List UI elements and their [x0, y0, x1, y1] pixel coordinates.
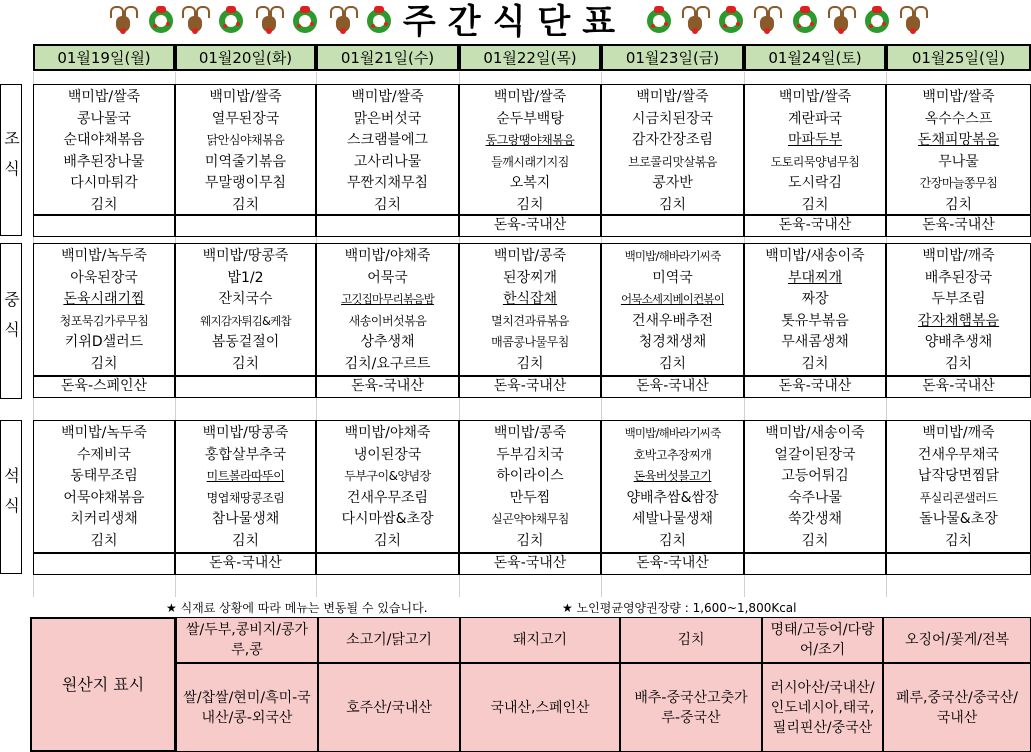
menu-item: 스크램블에그 — [346, 132, 429, 148]
menu-item: 부대찌개 — [787, 269, 843, 286]
menu-item: 김치 — [801, 196, 829, 213]
origin-note: 돈육-국내산 — [886, 215, 1031, 237]
menu-item: 미역줄기볶음 — [204, 153, 287, 170]
menu-cell — [886, 243, 1031, 376]
menu-item: 고깃집마무리볶음밥 — [341, 292, 434, 306]
gridline — [459, 575, 460, 597]
menu-item: 만두찜 — [509, 489, 551, 506]
reindeer-icon — [828, 6, 854, 36]
gridline — [744, 237, 745, 243]
meal-label-dinner: 석식 — [0, 420, 22, 574]
gridline — [316, 575, 317, 597]
menu-item: 김치 — [944, 532, 973, 549]
gridline — [316, 72, 317, 84]
menu-item: 도토리묵양념무침 — [770, 154, 860, 169]
menu-item: 새송이버섯볶음 — [348, 313, 427, 328]
menu-item: 백미밥/해바라기씨죽 — [624, 426, 721, 440]
menu-item: 김치 — [373, 196, 402, 213]
gridline — [601, 72, 602, 84]
gridline — [601, 237, 602, 243]
menu-item: 건새우무조림 — [346, 489, 429, 506]
menu-cell — [33, 243, 175, 376]
menu-item: 아욱된장국 — [70, 269, 138, 286]
footnote-menu-change: ★ 식재료 상황에 따라 메뉴는 변동될 수 있습니다. — [166, 601, 428, 615]
origin-note: 돈육-국내산 — [459, 376, 601, 398]
menu-item: 된장찌개 — [502, 269, 558, 286]
wreath-icon — [718, 6, 744, 36]
menu-item: 시금치된장국 — [631, 110, 714, 127]
menu-item: 한식잡채 — [502, 291, 558, 307]
menu-item: 백미밥/쌀죽 — [922, 89, 995, 105]
menu-item: 간장마늘쫑무침 — [919, 176, 998, 190]
menu-item: 잔치국수 — [218, 291, 273, 307]
origin-note: 돈육-국내산 — [744, 376, 886, 398]
menu-item: 미역국 — [652, 269, 693, 286]
menu-item: 건새우무채국 — [917, 446, 1000, 463]
origin-note — [33, 215, 175, 237]
day-header: 01월23일(금) — [601, 44, 744, 71]
menu-item: 실곤약야채무침 — [491, 512, 569, 526]
menu-item: 청경채생채 — [638, 334, 707, 350]
menu-item: 콩나물국 — [76, 110, 132, 127]
menu-item: 웨지감자튀김&케찹 — [200, 313, 291, 328]
gridline — [175, 575, 176, 597]
gridline — [459, 237, 460, 243]
menu-cell — [886, 84, 1031, 215]
origin-note — [175, 376, 316, 398]
menu-item: 숙주나물 — [787, 489, 843, 506]
menu-item: 매콤콩나물무침 — [491, 335, 569, 349]
menu-item: 오복지 — [509, 175, 551, 191]
menu-cell — [744, 84, 886, 215]
reindeer-icon — [900, 6, 926, 36]
menu-item: 톳유부볶음 — [781, 312, 849, 329]
menu-item: 김치 — [90, 532, 118, 549]
menu-item: 김치 — [373, 532, 402, 549]
menu-item: 백미밥/새송이죽 — [765, 248, 865, 264]
page-title: 주간식단표 — [402, 2, 628, 42]
menu-item: 백미밥/야채죽 — [344, 425, 431, 441]
menu-item: 김치 — [231, 196, 260, 213]
origin-note: 돈육-국내산 — [601, 376, 744, 398]
menu-item: 치커리생채 — [70, 511, 138, 527]
menu-item: 백미밥/새송이죽 — [765, 425, 865, 441]
menu-item: 건새우배추전 — [631, 312, 714, 329]
menu-cell — [459, 243, 601, 376]
menu-cell — [459, 84, 601, 215]
menu-item: 어묵야채볶음 — [63, 489, 145, 506]
menu-item: 열무된장국 — [211, 110, 280, 127]
menu-item: 김치 — [658, 196, 687, 213]
origin-country: 페루,중국산/중국산/국내산 — [883, 663, 1031, 752]
menu-item: 백미밥/콩죽 — [493, 248, 567, 264]
menu-item: 청포묵김가루무침 — [59, 313, 149, 328]
gridline — [175, 398, 176, 420]
menu-item: 미트볼라따뚜이 — [206, 469, 285, 483]
menu-item: 배추된장국 — [924, 269, 993, 286]
reindeer-icon — [256, 6, 282, 36]
origin-category: 소고기/닭고기 — [318, 617, 460, 663]
menu-item: 마파두부 — [787, 132, 843, 148]
menu-item: 순대야채볶음 — [63, 132, 145, 148]
origin-note: 돈육-국내산 — [601, 553, 744, 575]
wreath-icon — [646, 6, 672, 36]
menu-item: 다시마쌈&초장 — [341, 511, 434, 527]
gridline — [601, 575, 602, 597]
gridline — [33, 72, 34, 84]
menu-cell — [601, 420, 744, 553]
wreath-icon — [148, 6, 174, 36]
menu-item: 백미밥/쌀죽 — [351, 89, 424, 105]
origin-note: 돈육-스페인산 — [33, 376, 175, 398]
menu-cell — [316, 84, 459, 215]
gridline — [33, 398, 34, 420]
menu-item: 동그랑땡야채볶음 — [485, 133, 575, 147]
menu-item: 양배추쌈&쌈장 — [626, 489, 719, 506]
origin-note — [175, 215, 316, 237]
menu-item: 하이라이스 — [496, 468, 564, 484]
menu-cell — [601, 243, 744, 376]
origin-country: 호주산/국내산 — [318, 663, 460, 752]
gridline — [886, 575, 887, 597]
menu-item: 돌나물&초장 — [919, 511, 998, 527]
origin-note — [316, 215, 459, 237]
origin-note — [886, 553, 1031, 575]
menu-item: 백미밥/쌀죽 — [209, 89, 282, 105]
menu-item: 김치 — [658, 532, 687, 549]
reindeer-icon — [682, 6, 708, 36]
menu-cell — [175, 420, 316, 553]
gridline — [886, 237, 887, 243]
day-header: 01월21일(수) — [316, 44, 459, 71]
origin-category: 김치 — [620, 617, 762, 663]
wreath-icon — [292, 6, 318, 36]
menu-item: 명엽채땅콩조림 — [206, 490, 285, 505]
menu-item: 브로콜리맛살볶음 — [628, 154, 717, 169]
menu-item: 백미밥/해바라기씨죽 — [624, 249, 721, 263]
menu-item: 김치 — [90, 355, 118, 372]
origin-note — [744, 553, 886, 575]
origin-country: 배추-중국산고춧가루-중국산 — [620, 663, 762, 752]
menu-item: 냉이된장국 — [353, 446, 422, 463]
menu-item: 김치 — [90, 196, 118, 213]
menu-item: 옥수수스프 — [924, 110, 993, 127]
menu-item: 콩자반 — [652, 175, 693, 191]
footnote-nutrition: ★ 노인평균영양권장량 : 1,600~1,800Kcal — [562, 601, 797, 615]
origin-note: 돈육-국내산 — [316, 376, 459, 398]
menu-item: 밥1/2 — [227, 269, 264, 286]
origin-category: 돼지고기 — [460, 617, 620, 663]
menu-item: 무짠지채무침 — [346, 175, 429, 191]
menu-item: 감자채햄볶음 — [917, 312, 1000, 329]
gridline — [33, 237, 34, 243]
origin-note: 돈육-국내산 — [886, 376, 1031, 398]
menu-item: 돈채피망볶음 — [917, 132, 1000, 148]
meal-label-breakfast: 조식 — [0, 84, 22, 236]
menu-cell — [33, 84, 175, 215]
origin-country: 국내산,스페인산 — [460, 663, 620, 752]
day-header: 01월19일(월) — [33, 44, 175, 71]
menu-item: 무나물 — [938, 153, 979, 170]
menu-item: 호박고추장찌개 — [633, 447, 712, 462]
menu-item: 김치 — [231, 355, 260, 372]
menu-item: 두부김치국 — [496, 446, 564, 463]
menu-item: 백미밥/쌀죽 — [67, 89, 141, 105]
menu-item: 김치 — [658, 355, 687, 372]
origin-category: 명태/고등어/다랑어/조기 — [762, 617, 883, 663]
title-bar — [0, 0, 1031, 44]
menu-cell — [601, 84, 744, 215]
menu-item: 멸치견과류볶음 — [491, 313, 569, 328]
menu-item: 얼갈이된장국 — [774, 446, 856, 463]
menu-item: 키위D샐러드 — [64, 334, 144, 350]
origin-note: 돈육-국내산 — [175, 553, 316, 575]
menu-cell — [316, 243, 459, 376]
menu-item: 백미밥/쌀죽 — [778, 89, 852, 105]
menu-item: 양배추생채 — [924, 334, 993, 350]
wreath-icon — [864, 6, 890, 36]
menu-item: 감자간장조림 — [631, 132, 714, 148]
menu-item: 쑥갓생채 — [787, 511, 843, 527]
gridline — [744, 575, 745, 597]
origin-category: 쌀/두부,콩비지/콩가루,콩 — [176, 617, 318, 663]
menu-item: 고사리나물 — [353, 153, 422, 170]
origin-note: 돈육-국내산 — [744, 215, 886, 237]
menu-item: 두부구이&양념장 — [344, 469, 431, 483]
wreath-icon — [218, 6, 244, 36]
menu-cell — [33, 420, 175, 553]
gridline — [316, 398, 317, 420]
menu-item: 어묵국 — [367, 269, 408, 286]
reindeer-icon — [182, 6, 208, 36]
menu-item: 백미밥/야채죽 — [344, 248, 431, 264]
menu-item: 도시락김 — [787, 175, 843, 191]
menu-cell — [886, 420, 1031, 553]
menu-item: 백미밥/땅콩죽 — [202, 248, 289, 264]
menu-item: 김치 — [801, 532, 829, 549]
menu-item: 배추된장나물 — [63, 153, 145, 170]
reindeer-icon — [330, 6, 356, 36]
menu-item: 순두부백탕 — [496, 110, 564, 127]
menu-item: 백미밥/쌀죽 — [636, 89, 709, 105]
menu-cell — [175, 243, 316, 376]
menu-item: 들깨시래기지짐 — [491, 154, 569, 169]
gridline — [33, 575, 34, 597]
menu-item: 김치 — [944, 196, 973, 213]
reindeer-icon — [110, 6, 136, 36]
gridline — [316, 237, 317, 243]
menu-item: 두부조림 — [931, 291, 986, 307]
menu-item: 김치/요구르트 — [344, 355, 431, 372]
menu-item: 홍합살부추국 — [204, 446, 287, 463]
menu-cell — [744, 243, 886, 376]
reindeer-icon — [754, 6, 780, 36]
day-header: 01월24일(토) — [744, 44, 886, 71]
menu-item: 계란파국 — [787, 110, 843, 127]
menu-item: 백미밥/녹두죽 — [61, 425, 147, 441]
menu-cell — [316, 420, 459, 553]
gridline — [459, 72, 460, 84]
menu-item: 백미밥/쌀죽 — [493, 89, 567, 105]
origin-country: 러시아산/국내산/인도네시아,태국,필리핀산/중국산 — [762, 663, 883, 752]
day-header: 01월25일(일) — [886, 44, 1031, 71]
menu-item: 봄동겉절이 — [211, 334, 280, 350]
menu-item: 참나물생채 — [211, 511, 280, 527]
menu-item: 고등어튀김 — [781, 468, 849, 484]
menu-item: 무말랭이무침 — [204, 175, 287, 191]
menu-item: 짜장 — [801, 291, 829, 307]
menu-item: 백미밥/땅콩죽 — [202, 425, 289, 441]
menu-item: 푸실리콘샐러드 — [919, 490, 998, 505]
menu-item: 김치 — [516, 532, 544, 549]
menu-item: 닭안심야채볶음 — [206, 133, 285, 147]
menu-item: 납작당면찜닭 — [917, 468, 1000, 484]
gridline — [744, 398, 745, 420]
origin-note — [316, 553, 459, 575]
gridline — [886, 72, 887, 84]
menu-item: 백미밥/깨죽 — [922, 425, 995, 441]
gridline — [744, 72, 745, 84]
day-header: 01월22일(목) — [459, 44, 601, 71]
menu-item: 백미밥/녹두죽 — [61, 248, 147, 264]
menu-item: 백미밥/콩죽 — [493, 425, 567, 441]
menu-item: 상추생채 — [360, 334, 415, 350]
origin-note — [33, 553, 175, 575]
origin-note — [601, 215, 744, 237]
origin-note: 돈육-국내산 — [459, 553, 601, 575]
menu-item: 맑은버섯국 — [353, 110, 422, 127]
menu-item: 무새콤생채 — [781, 334, 849, 350]
gridline — [601, 398, 602, 420]
menu-cell — [175, 84, 316, 215]
menu-item: 백미밥/깨죽 — [922, 248, 995, 264]
origin-category: 오징어/꽃게/전복 — [883, 617, 1031, 663]
gridline — [175, 237, 176, 243]
origin-country: 쌀/찹쌀/현미/흑미-국내산/콩-외국산 — [176, 663, 318, 752]
day-header: 01월20일(화) — [175, 44, 316, 71]
menu-cell — [459, 420, 601, 553]
meal-label-lunch: 중식 — [0, 243, 22, 399]
origin-note: 돈육-국내산 — [459, 215, 601, 237]
wreath-icon — [792, 6, 818, 36]
menu-cell — [744, 420, 886, 553]
menu-item: 돈육시래기찜 — [63, 291, 145, 307]
menu-item: 수제비국 — [76, 446, 132, 463]
menu-item: 세발나물생채 — [631, 511, 714, 527]
menu-item: 김치 — [801, 355, 829, 372]
origin-label: 원산지 표시 — [30, 617, 176, 752]
menu-item: 김치 — [944, 355, 973, 372]
gridline — [459, 398, 460, 420]
gridline — [886, 398, 887, 420]
menu-item: 김치 — [516, 355, 544, 372]
menu-item: 다시마튀각 — [70, 175, 138, 191]
menu-item: 김치 — [516, 196, 544, 213]
menu-item: 동태무조림 — [70, 468, 138, 484]
gridline — [175, 72, 176, 84]
menu-item: 돈육버섯불고기 — [633, 469, 712, 483]
menu-item: 김치 — [231, 532, 260, 549]
menu-item: 어묵소세지베이컨볶이 — [620, 292, 725, 306]
